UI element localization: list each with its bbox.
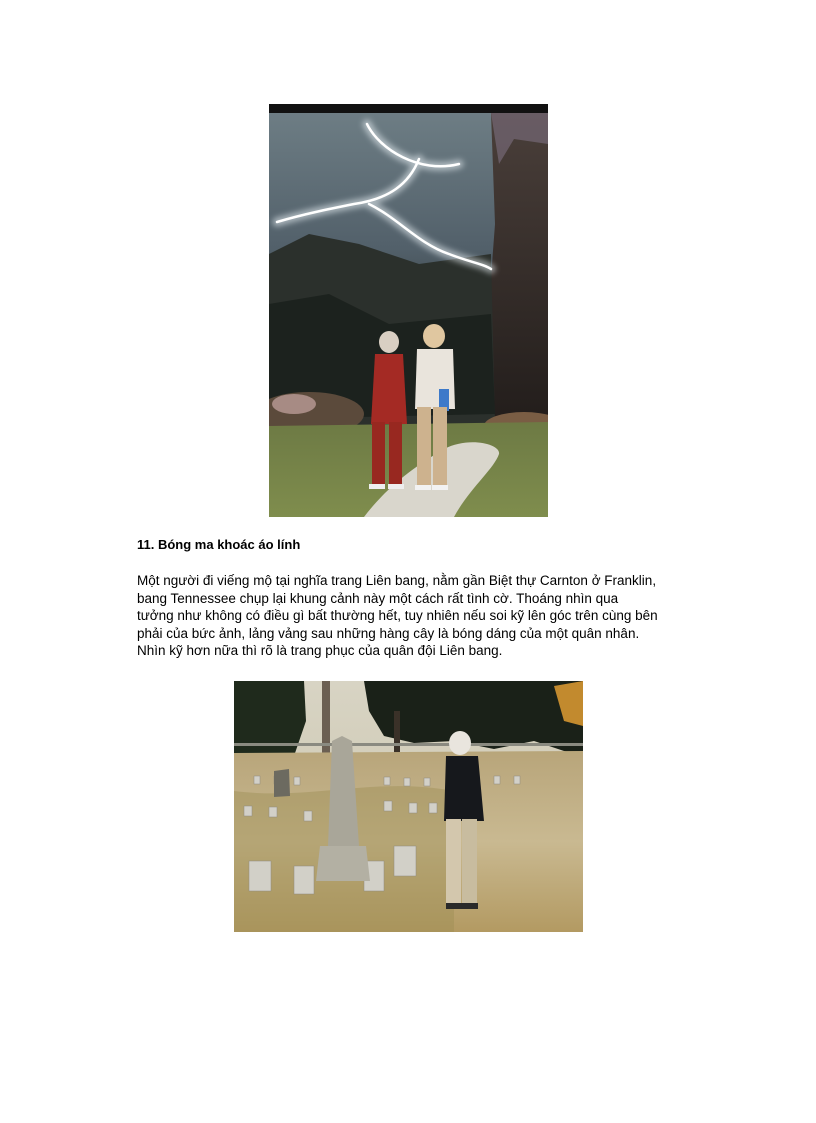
ghost-light-photo: [269, 104, 548, 517]
paragraph-line: tưởng như không có điều gì bất thường hết, tuy nhiên nếu soi kỹ lên góc trên cùng bên: [137, 608, 658, 623]
section-paragraph: [137, 572, 697, 660]
section-heading: 11. Bóng ma khoác áo lính: [137, 537, 301, 552]
paragraph-line: Một người đi viếng mộ tại nghĩa trang Liên bang, nằm gần Biệt thự Carnton ở Franklin,: [137, 573, 657, 588]
paragraph-line: phải của bức ảnh, lảng vảng sau những hàng cây là bóng dáng của một quân nhân.: [137, 625, 640, 641]
paragraph-line: bang Tennessee chụp lại khung cảnh này một cách rất tình cờ. Thoáng nhìn qua: [137, 590, 619, 606]
paragraph-line: Nhìn kỹ hơn nữa thì rõ là trang phục của quân đội Liên bang.: [137, 643, 503, 658]
cemetery-photo: [234, 681, 583, 932]
